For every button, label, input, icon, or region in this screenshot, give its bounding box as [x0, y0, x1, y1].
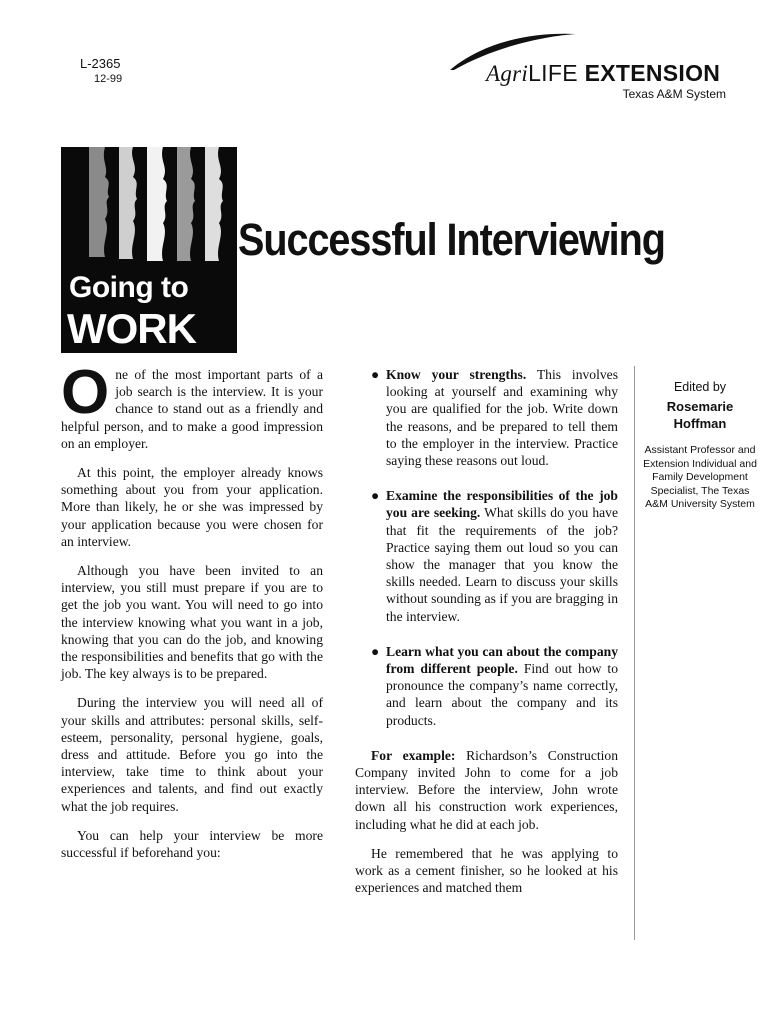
intro-paragraph: [61, 358, 323, 452]
bullet-heading: Know your strengths.: [386, 367, 527, 382]
editor-name-last: Hoffman: [673, 416, 727, 431]
logo-life: LIFE: [528, 60, 585, 86]
bullet-item: [355, 643, 618, 729]
bullet-heading: Learn what you can about the company from different people.: [386, 643, 618, 677]
bullet-text: What skills do you have that fit the requirements of the job? Practice saying them out loud so you can show the manager that you know the skills needed. Learn to discuss your skills without sounding as if you are bragging in the interview.: [386, 505, 618, 624]
paragraph: You can help your interview be more successful if beforehand you:: [61, 827, 323, 861]
agrilife-extension-logo: [446, 32, 730, 100]
paragraph: He remembered that he was applying to work as a cement finisher, so he looked at his experiences and matched them: [355, 845, 618, 896]
document-code: L-2365: [80, 56, 121, 71]
logo-extension: EXTENSION: [584, 60, 721, 86]
going-to-work-badge: [61, 147, 237, 353]
editor-role: Assistant Professor and Extension Individual and Family Development Specialist, The Texas A&M University System: [643, 444, 757, 510]
page-title: Successful Interviewing: [238, 214, 665, 265]
paragraph: During the interview you will need all of your skills and attributes: personal skills, self-esteem, personality, personal hygiene, goals, dress and attitude. Before you go into the interview, take time to think about your experiences and talents, and find out exactly what the job requires.: [61, 695, 323, 814]
edited-by-label: Edited by: [673, 380, 727, 394]
editor-credit: [641, 380, 759, 512]
body-column-left: [61, 358, 323, 873]
intro-text: ne of the most important parts of a job search is the interview. It is your chance to stand out as a friendly and helpful person, and to make a good impression on an employer.: [61, 367, 323, 451]
example-text: Richardson’s Construction Company invited John to come for a job interview. Before the interview, John wrote down all his construction work experiences, including what he did at each job.: [355, 747, 618, 832]
drop-cap: O: [61, 358, 110, 427]
bullet-text: Find out how to pronounce the company’s name correctly, and learn about the company and its products.: [386, 661, 618, 728]
bullet-text: This involves looking at yourself and examining why you are qualified for the job. Write down the reasons, and be prepared to tell them to the employer in the interview. Practice saying these reasons out loud.: [386, 367, 618, 469]
bullet-dot-icon: ●: [371, 367, 380, 382]
document-date: 12-99: [94, 73, 123, 85]
bullet-item: [355, 487, 618, 625]
example-paragraph: [355, 747, 618, 833]
example-label: For example:: [371, 747, 456, 763]
bullet-dot-icon: ●: [371, 643, 380, 659]
bullet-dot-icon: ●: [371, 488, 380, 504]
logo-subtitle: Texas A&M System: [622, 87, 726, 101]
body-column-middle: [355, 366, 618, 908]
bullet-item: [355, 366, 618, 469]
paragraph: At this point, the employer already knows something about you from your application. More than likely, he or she was impressed by your application because you were chosen for an interview.: [61, 465, 323, 549]
bullet-heading: Examine the responsibilities of the job you are seeking.: [386, 488, 618, 521]
logo-agri: Agri: [486, 61, 529, 86]
paragraph: Although you have been invited to an interview, you still must prepare if you are to get the job you want. You will need to go into the interview knowing what you want in a job, knowing that you can do the job, and knowing the responsibilities and benefits that go with the job. The key always is to be prepared.: [61, 563, 323, 682]
logo-wordmark: [486, 60, 720, 87]
badge-line-work: WORK: [67, 305, 196, 352]
column-divider: [634, 366, 635, 940]
editor-name-first: Rosemarie: [666, 399, 734, 414]
profiles-silhouette-icon: [61, 147, 237, 277]
badge-line-going-to: Going to: [69, 271, 189, 304]
